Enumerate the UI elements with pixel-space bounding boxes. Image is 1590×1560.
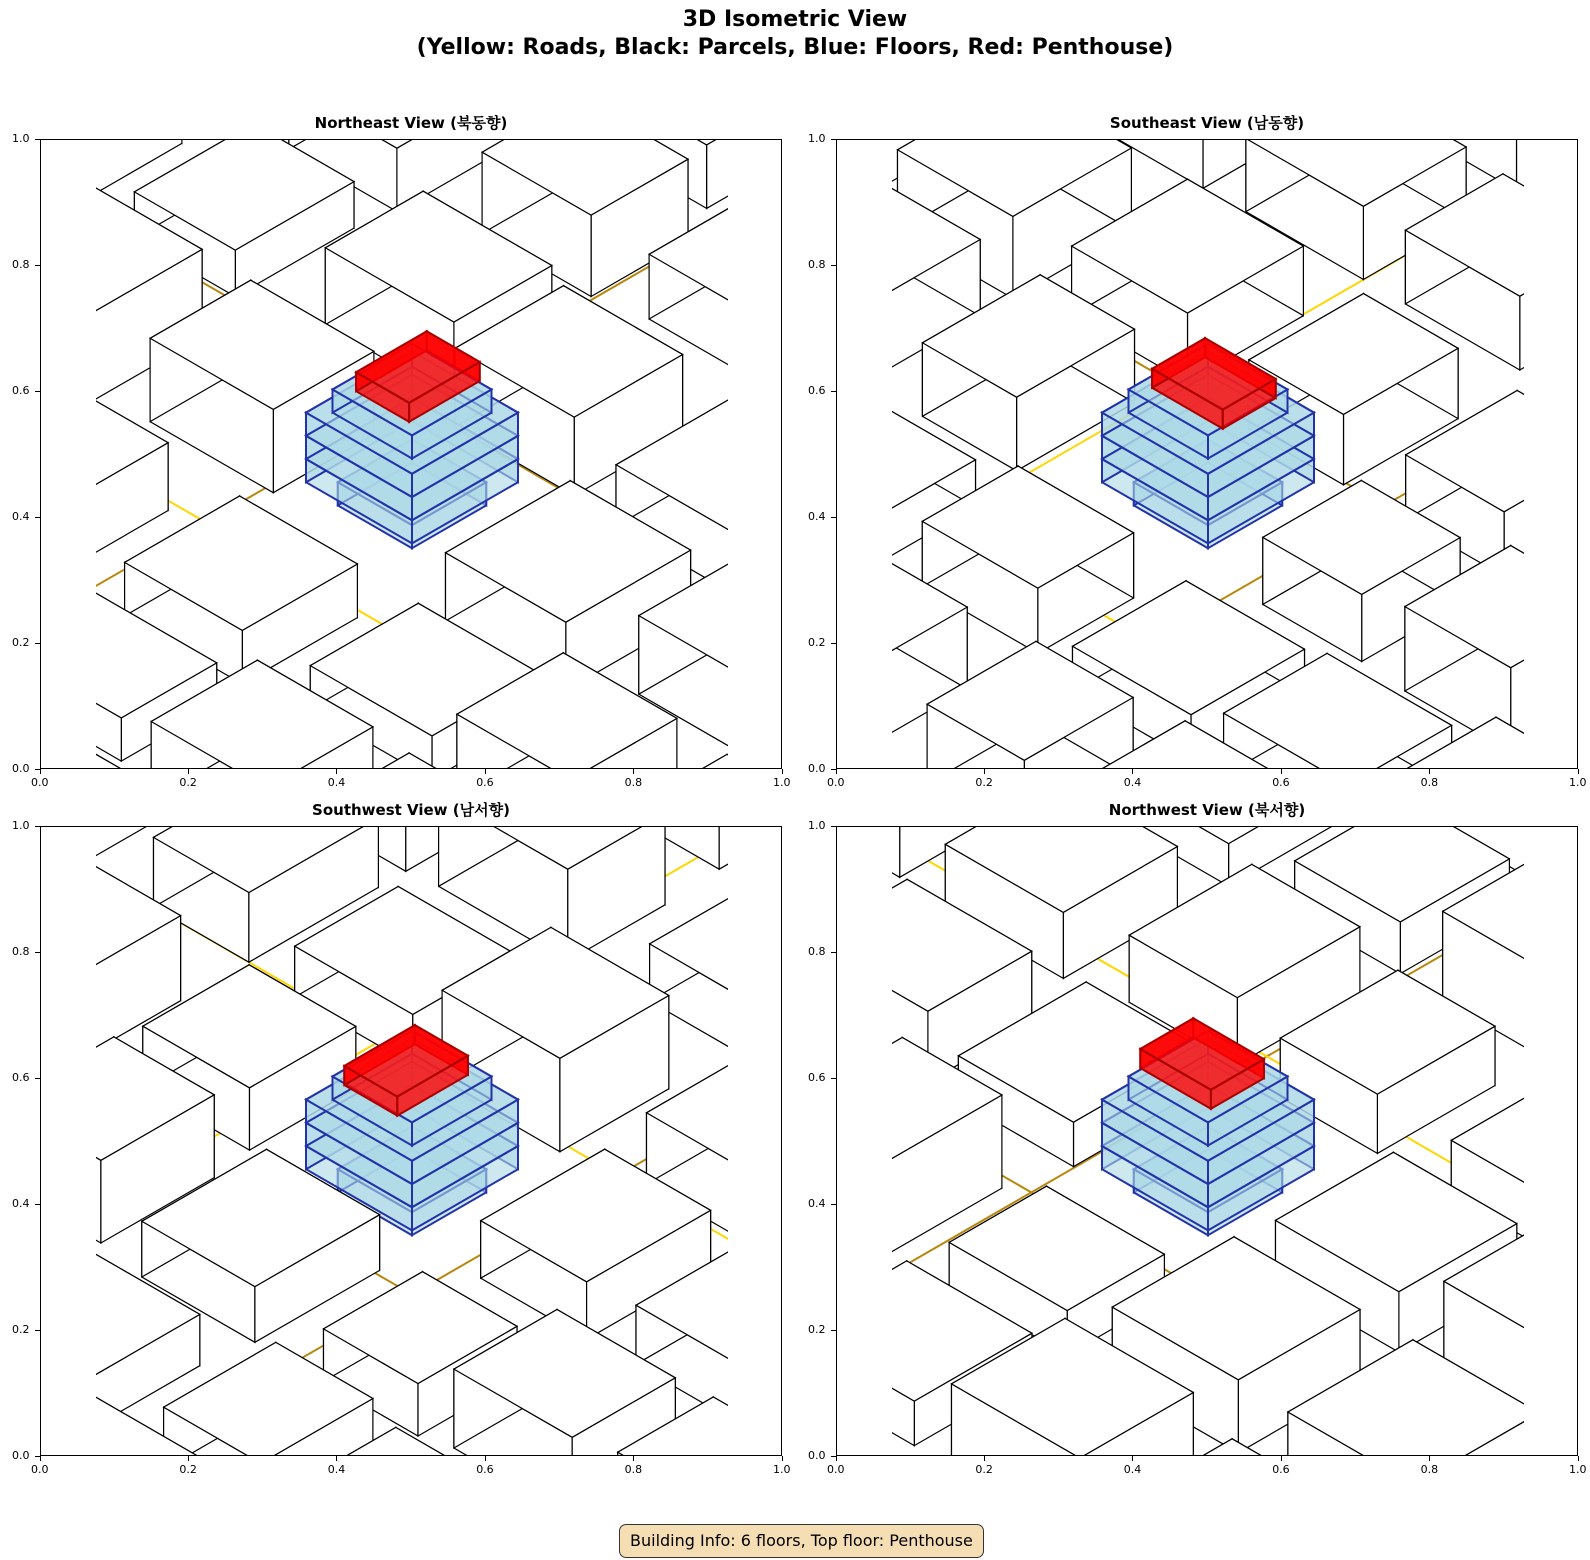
parcel-block [1549,140,1578,284]
y-tick-label: 0.8 [12,945,30,958]
y-tick-mark [831,826,836,827]
y-tick-label: 0.2 [12,1323,30,1336]
panel-title-northwest: Northwest View (북서향) [1108,801,1306,819]
parcel-block [773,1145,782,1342]
parcel-block [1568,281,1579,471]
y-tick-label: 0.8 [808,945,826,958]
y-tick-mark [35,391,40,392]
y-tick-mark [831,517,836,518]
y-tick-mark [35,1456,40,1457]
y-tick-mark [831,139,836,140]
x-tick-mark [633,1456,634,1461]
y-tick-label: 0.0 [12,762,30,775]
x-tick-mark [836,1456,837,1461]
y-tick-label: 0.6 [808,1071,826,1084]
x-tick-mark [633,769,634,774]
y-tick-label: 0.8 [808,258,826,271]
y-tick-label: 0.0 [808,762,826,775]
figure-title-line2: (Yellow: Roads, Black: Parcels, Blue: Floors, Red: Penthouse) [416,35,1174,60]
y-tick-mark [831,1330,836,1331]
y-tick-mark [831,1456,836,1457]
x-tick-label: 0.2 [179,1463,197,1476]
y-tick-label: 0.6 [12,384,30,397]
y-tick-label: 0.6 [12,1071,30,1084]
x-tick-mark [1578,1456,1579,1461]
y-tick-mark [831,769,836,770]
x-tick-label: 0.2 [179,776,197,789]
x-tick-mark [485,769,486,774]
parcel-block [775,456,782,687]
x-tick-label: 0.6 [1272,776,1290,789]
y-tick-label: 0.2 [808,636,826,649]
x-tick-label: 1.0 [773,776,791,789]
y-tick-label: 0.6 [808,384,826,397]
y-tick-mark [35,265,40,266]
y-tick-label: 1.0 [12,132,30,145]
x-tick-mark [336,1456,337,1461]
parcel-block [1565,651,1578,769]
y-tick-mark [831,643,836,644]
y-tick-label: 0.0 [808,1449,826,1462]
y-tick-mark [35,952,40,953]
x-tick-label: 0.8 [1420,776,1439,789]
parcel-block [41,933,44,1141]
y-tick-label: 0.4 [12,510,30,523]
x-tick-label: 0.0 [31,1463,49,1476]
x-tick-label: 0.0 [827,776,845,789]
parcel-block [1555,455,1578,657]
x-tick-mark [1429,1456,1430,1461]
x-tick-label: 0.4 [327,776,346,789]
x-tick-mark [1281,769,1282,774]
x-tick-label: 0.0 [827,1463,845,1476]
y-tick-label: 0.4 [808,1197,826,1210]
y-tick-mark [831,265,836,266]
y-tick-mark [831,391,836,392]
x-tick-mark [40,769,41,774]
parcel-block [837,974,873,1159]
axes-box [40,139,782,769]
x-tick-mark [188,1456,189,1461]
y-tick-label: 1.0 [808,819,826,832]
x-tick-label: 0.8 [624,1463,643,1476]
y-tick-label: 0.8 [12,258,30,271]
y-tick-mark [35,139,40,140]
parcel-block [837,1347,852,1456]
x-tick-label: 0.0 [31,776,49,789]
y-tick-mark [35,1078,40,1079]
parcel-block [41,1341,49,1456]
x-tick-label: 0.4 [327,1463,346,1476]
x-tick-mark [40,1456,41,1461]
panel-title-southwest: Southwest View (남서향) [312,801,510,819]
x-tick-mark [1132,769,1133,774]
y-tick-mark [35,1204,40,1205]
building-info-badge: Building Info: 6 floors, Top floor: Penthouse [619,1524,984,1558]
x-tick-mark [836,769,837,774]
panel-title-northeast: Northeast View (북동향) [314,114,508,132]
x-tick-label: 0.2 [975,776,993,789]
x-tick-label: 0.2 [975,1463,993,1476]
isometric-scene [41,140,782,769]
isometric-scene [41,827,782,1456]
y-tick-mark [831,1204,836,1205]
x-tick-mark [336,769,337,774]
x-tick-mark [485,1456,486,1461]
parcel-block [41,666,53,769]
y-tick-label: 0.2 [808,1323,826,1336]
axes-box [40,826,782,1456]
isometric-scene [837,827,1578,1456]
x-tick-label: 0.6 [476,1463,494,1476]
y-tick-label: 0.2 [12,636,30,649]
y-tick-mark [35,826,40,827]
parcel-block [41,140,49,297]
x-tick-mark [1429,769,1430,774]
x-tick-mark [1132,1456,1133,1461]
axes-box [836,139,1578,769]
y-tick-label: 0.4 [808,510,826,523]
x-tick-label: 0.6 [1272,1463,1290,1476]
y-tick-mark [831,952,836,953]
y-tick-mark [35,769,40,770]
x-tick-mark [1578,769,1579,774]
x-tick-label: 0.4 [1123,1463,1142,1476]
x-tick-mark [782,769,783,774]
parcel-block [837,827,841,977]
y-tick-label: 1.0 [12,819,30,832]
parcel-block [837,1164,853,1335]
y-tick-label: 0.0 [12,1449,30,1462]
parcel-block [650,875,782,1059]
x-tick-mark [782,1456,783,1461]
x-tick-mark [984,1456,985,1461]
x-tick-label: 0.8 [1420,1463,1439,1476]
y-tick-mark [35,643,40,644]
x-tick-label: 1.0 [1569,776,1587,789]
y-tick-mark [35,517,40,518]
figure-title [0,6,1590,62]
x-tick-label: 0.4 [1123,776,1142,789]
x-tick-label: 1.0 [1569,1463,1587,1476]
panel-title-southeast: Southeast View (남동향) [1109,114,1305,132]
x-tick-mark [1281,1456,1282,1461]
axes-box [836,826,1578,1456]
y-tick-mark [831,1078,836,1079]
x-tick-label: 0.6 [476,776,494,789]
y-tick-mark [35,1330,40,1331]
x-tick-label: 1.0 [773,1463,791,1476]
x-tick-mark [984,769,985,774]
x-tick-mark [188,769,189,774]
x-tick-label: 0.8 [624,776,643,789]
isometric-scene [837,140,1578,769]
parcel-block [41,273,43,498]
parcel-block [777,827,782,961]
y-tick-label: 0.4 [12,1197,30,1210]
y-tick-label: 1.0 [808,132,826,145]
parcel-block [774,273,782,491]
figure-title-line1: 3D Isometric View [682,7,908,32]
